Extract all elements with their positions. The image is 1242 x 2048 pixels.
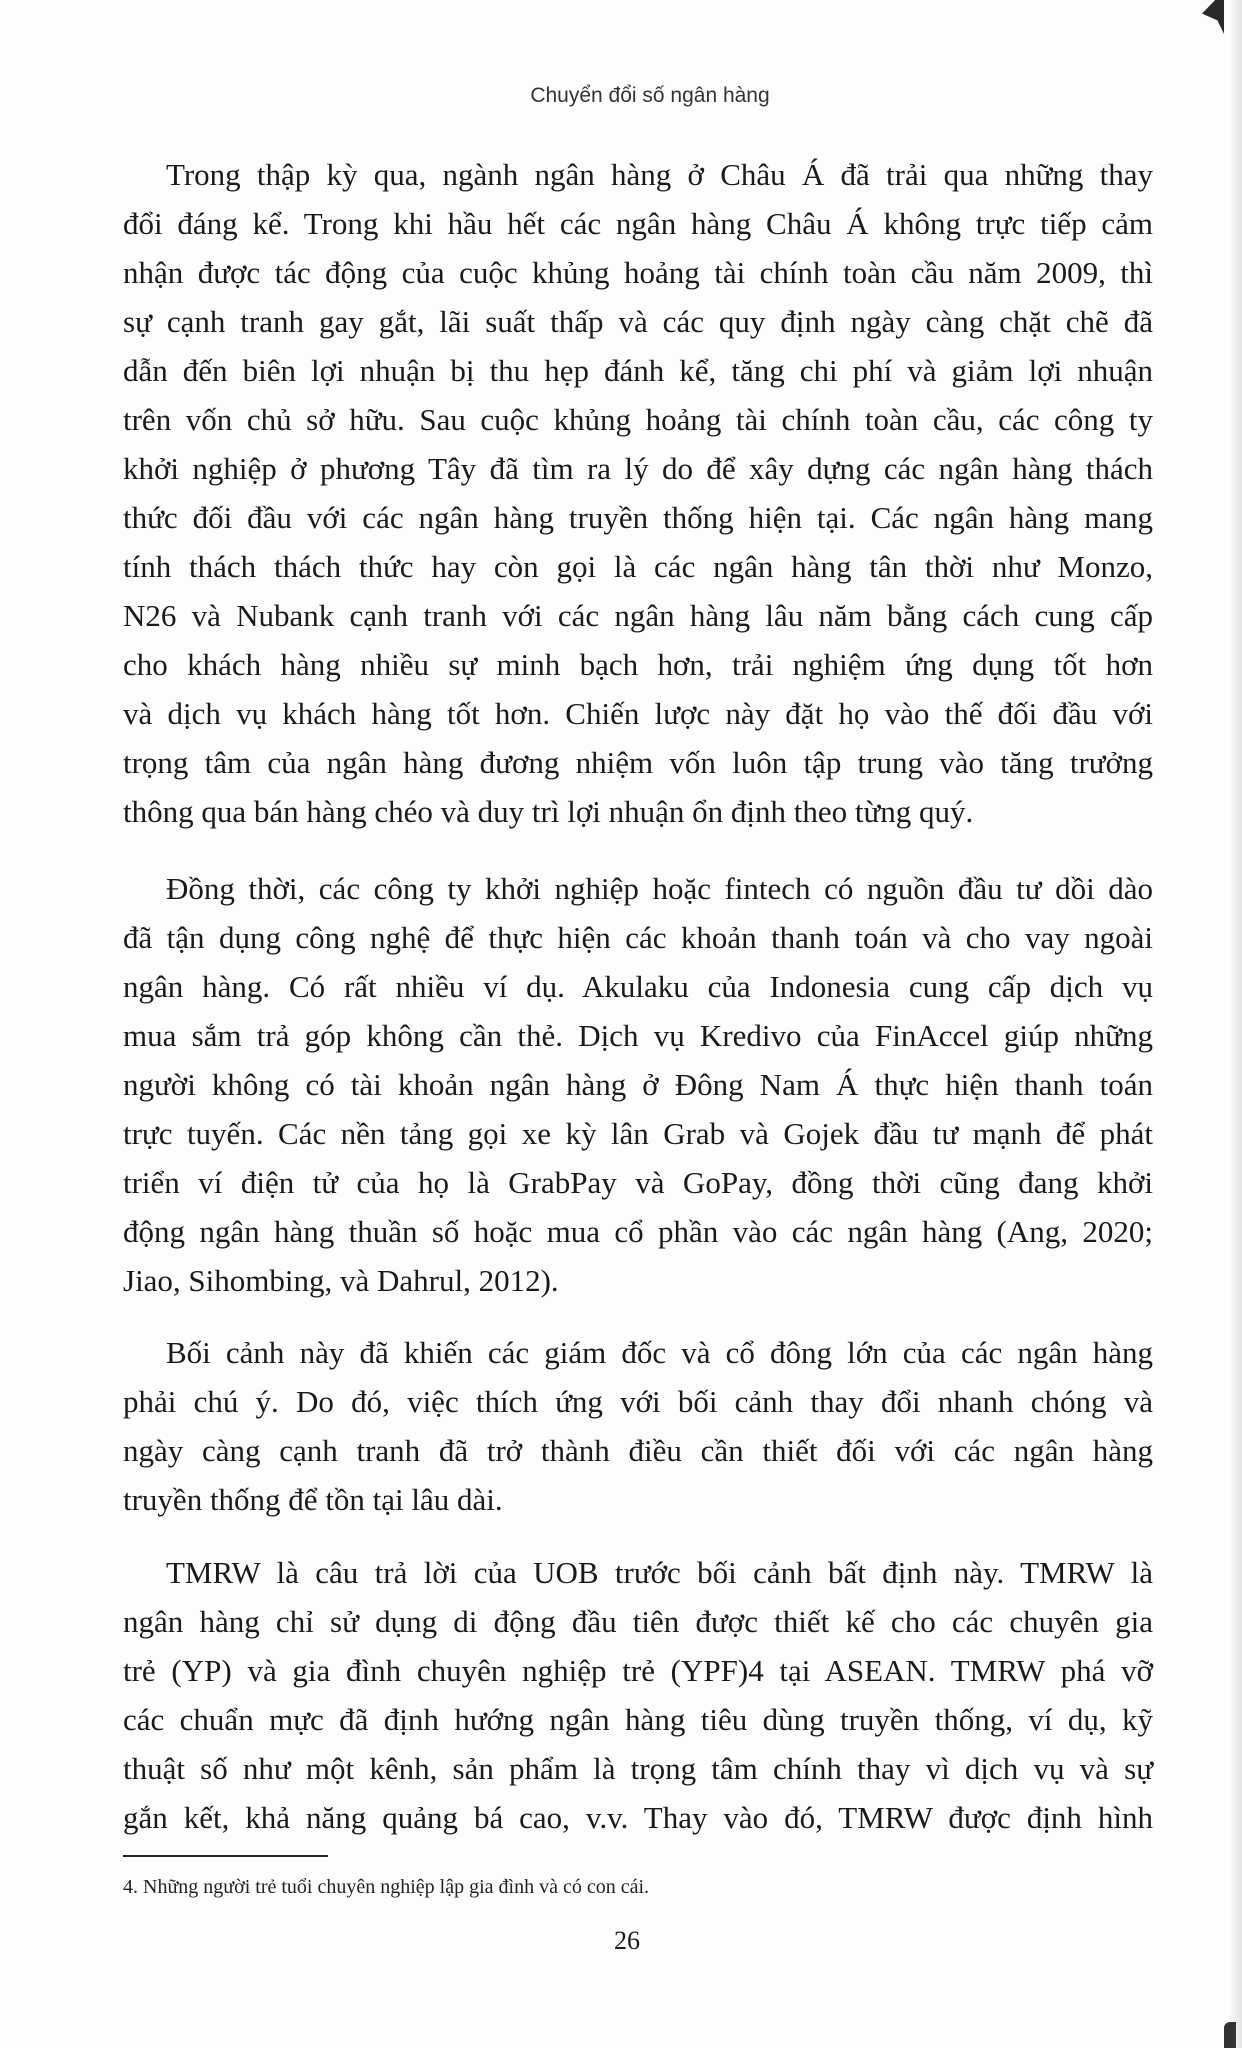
- text-line: cho khách hàng nhiều sự minh bạch hơn, trải nghiệm ứng dụng tốt hơn: [123, 647, 1153, 682]
- scan-corner-mark: [1224, 2022, 1236, 2048]
- paragraph: [123, 1328, 1153, 1524]
- text-line: trực tuyến. Các nền tảng gọi xe kỳ lân Grab và Gojek đầu tư mạnh để phát: [123, 1116, 1153, 1151]
- scan-corner-mark: [1202, 0, 1224, 34]
- paragraph: [123, 1548, 1153, 1842]
- text-line: Đồng thời, các công ty khởi nghiệp hoặc fintech có nguồn đầu tư dồi dào: [166, 871, 1153, 906]
- text-line: gắn kết, khả năng quảng bá cao, v.v. Thay vào đó, TMRW được định hình: [123, 1800, 1153, 1835]
- text-line: và dịch vụ khách hàng tốt hơn. Chiến lược này đặt họ vào thế đối đầu với: [123, 696, 1153, 731]
- text-line: thuật số như một kênh, sản phẩm là trọng tâm chính thay vì dịch vụ và sự: [123, 1751, 1153, 1786]
- text-line: tính thách thách thức hay còn gọi là các ngân hàng tân thời như Monzo,: [123, 549, 1153, 584]
- text-line: thông qua bán hàng chéo và duy trì lợi nhuận ổn định theo từng quý.: [123, 794, 974, 829]
- page-number: 26: [614, 1926, 640, 1955]
- text-line: người không có tài khoản ngân hàng ở Đông Nam Á thực hiện thanh toán: [123, 1067, 1153, 1102]
- text-line: trên vốn chủ sở hữu. Sau cuộc khủng hoảng tài chính toàn cầu, các công ty: [123, 402, 1153, 437]
- text-line: trọng tâm của ngân hàng đương nhiệm vốn luôn tập trung vào tăng trưởng: [123, 745, 1153, 780]
- text-line: phải chú ý. Do đó, việc thích ứng với bối cảnh thay đổi nhanh chóng và: [123, 1384, 1153, 1419]
- text-line: ngân hàng. Có rất nhiều ví dụ. Akulaku của Indonesia cung cấp dịch vụ: [123, 969, 1153, 1004]
- text-line: thức đối đầu với các ngân hàng truyền thống hiện tại. Các ngân hàng mang: [123, 500, 1153, 535]
- text-line: mua sắm trả góp không cần thẻ. Dịch vụ Kredivo của FinAccel giúp những: [123, 1018, 1153, 1053]
- text-line: nhận được tác động của cuộc khủng hoảng tài chính toàn cầu năm 2009, thì: [123, 255, 1153, 290]
- text-line: TMRW là câu trả lời của UOB trước bối cảnh bất định này. TMRW là: [166, 1555, 1153, 1590]
- footnote: 4. Những người trẻ tuổi chuyên nghiệp lập gia đình và có con cái.: [123, 1876, 650, 1898]
- text-line: Trong thập kỳ qua, ngành ngân hàng ở Châu Á đã trải qua những thay: [166, 157, 1153, 192]
- text-line: sự cạnh tranh gay gắt, lãi suất thấp và các quy định ngày càng chặt chẽ đã: [123, 304, 1153, 339]
- text-line: triển ví điện tử của họ là GrabPay và GoPay, đồng thời cũng đang khởi: [123, 1165, 1153, 1200]
- page-edge-shadow: [1228, 0, 1242, 2048]
- text-line: ngày càng cạnh tranh đã trở thành điều cần thiết đối với các ngân hàng: [123, 1433, 1153, 1468]
- text-line: đổi đáng kể. Trong khi hầu hết các ngân hàng Châu Á không trực tiếp cảm: [123, 206, 1153, 241]
- text-line: Bối cảnh này đã khiến các giám đốc và cổ đông lớn của các ngân hàng: [166, 1335, 1153, 1370]
- text-line: các chuẩn mực đã định hướng ngân hàng tiêu dùng truyền thống, ví dụ, kỹ: [123, 1702, 1153, 1737]
- text-line: Jiao, Sihombing, và Dahrul, 2012).: [123, 1263, 559, 1298]
- footnote-rule: [123, 1855, 328, 1857]
- text-line: khởi nghiệp ở phương Tây đã tìm ra lý do để xây dựng các ngân hàng thách: [123, 451, 1153, 486]
- running-header: Chuyển đổi số ngân hàng: [530, 84, 770, 107]
- text-line: động ngân hàng thuần số hoặc mua cổ phần vào các ngân hàng (Ang, 2020;: [123, 1214, 1153, 1249]
- paragraph: [123, 150, 1153, 836]
- text-line: dẫn đến biên lợi nhuận bị thu hẹp đánh kể, tăng chi phí và giảm lợi nhuận: [123, 353, 1153, 388]
- text-line: N26 và Nubank cạnh tranh với các ngân hàng lâu năm bằng cách cung cấp: [123, 598, 1153, 633]
- text-line: truyền thống để tồn tại lâu dài.: [123, 1482, 503, 1517]
- text-line: ngân hàng chỉ sử dụng di động đầu tiên được thiết kế cho các chuyên gia: [123, 1604, 1153, 1639]
- paragraph: [123, 864, 1153, 1305]
- text-line: đã tận dụng công nghệ để thực hiện các khoản thanh toán và cho vay ngoài: [123, 920, 1153, 955]
- text-line: trẻ (YP) và gia đình chuyên nghiệp trẻ (YPF)4 tại ASEAN. TMRW phá vỡ: [123, 1653, 1153, 1688]
